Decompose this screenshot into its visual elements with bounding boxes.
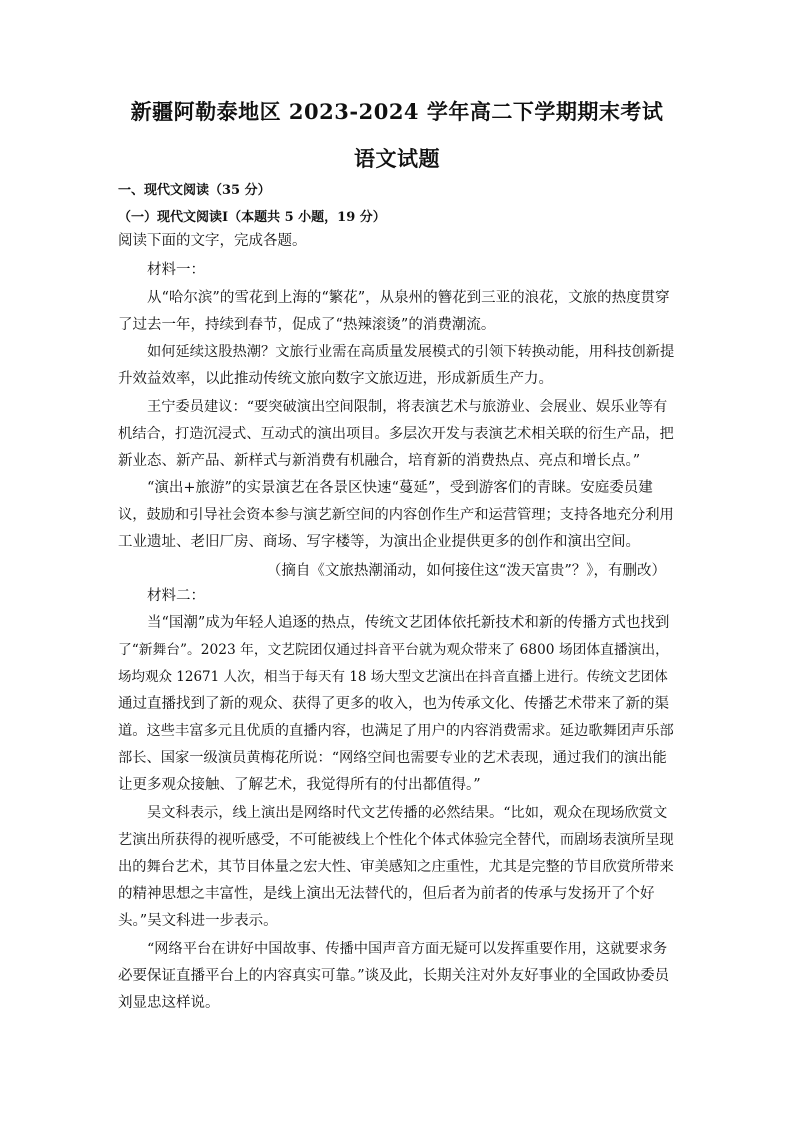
paragraph-line: 头。”吴文科进一步表示。	[118, 913, 278, 929]
paragraph-line: “网络平台在讲好中国故事、传播中国声音方面无疑可以发挥重要作用，这就要求务	[147, 941, 668, 957]
paragraph-line: 场均观众 12671 人次，相当于每天有 18 场大型文艺演出在抖音直播上进行。传统文艺团体	[118, 669, 668, 685]
paragraph-line: 了“新舞台”。2023 年，文艺院团仅通过抖音平台就为观众带来了 6800 场团体直播演出，	[118, 642, 669, 658]
paragraph-line: 刘显忠这样说。	[118, 995, 220, 1011]
paragraph-line: 王宁委员建议：“要突破演出空间限制，将表演艺术与旅游业、会展业、娱乐业等有	[147, 399, 668, 415]
paragraph-line: 机结合，打造沉浸式、互动式的演出项目。多层次开发与表演艺术相关联的衍生产品，把	[118, 426, 674, 442]
paragraph-line: 通过直播找到了新的观众、获得了更多的收入，也为传承文化、传播艺术带来了新的渠	[118, 696, 669, 712]
paragraph-line: 艺演出所获得的视听感受，不可能被线上个性化个体式体验完全替代，而剧场表演所呈现	[118, 832, 674, 848]
paragraph-line: 的精神思想之丰富性，是线上演出无法替代的，但后者为前者的传承与发扬开了个好	[118, 886, 655, 902]
document-title: 新疆阿勒泰地区 2023-2024 学年高二下学期期末考试	[130, 99, 664, 124]
section-heading: 一、现代文阅读（35 分）	[118, 183, 271, 198]
paragraph-line: 让更多观众接触、了解艺术，我觉得所有的付出都值得。”	[118, 777, 481, 793]
paragraph-line: “演出+旅游”的实景演艺在各景区快速“蔓延”，受到游客们的青睐。安庭委员建	[147, 480, 653, 496]
paragraph-line: 新业态、新产品、新样式与新消费有机融合，培育新的消费热点、亮点和增长点。”	[118, 453, 641, 469]
paragraph-line: 如何延续这股热潮？文旅行业需在高质量发展模式的引领下转换动能，用科技创新提	[147, 344, 675, 360]
paragraph-line: 吴文科表示，线上演出是网络时代文艺传播的必然结果。“比如，观众在现场欣赏文	[147, 805, 668, 821]
document-subtitle: 语文试题	[354, 146, 440, 171]
paragraph-line: 当“国潮”成为年轻人追逐的热点，传统文艺团体依托新技术和新的传播方式也找到	[147, 615, 670, 631]
paragraph-line: 了过去一年，持续到春节，促成了“热辣滚烫”的消费潮流。	[118, 317, 496, 333]
paragraph-line: 部长、国家一级演员黄梅花所说：“网络空间也需要专业的艺术表现，通过我们的演出能	[118, 750, 667, 766]
material1-label: 材料一：	[147, 262, 205, 278]
paragraph-line: 道。这些丰富多元且优质的直播内容，也满足了用户的内容消费需求。延边歌舞团声乐部	[118, 723, 674, 739]
paragraph-line: 必要保证直播平台上的内容真实可靠。”谈及此，长期关注对外友好事业的全国政协委员	[118, 968, 670, 984]
material2-label: 材料二：	[147, 588, 205, 604]
section-subheading: （一）现代文阅读Ⅰ（本题共 5 小题，19 分）	[118, 210, 386, 225]
paragraph-line: 出的舞台艺术，其节目体量之宏大性、审美感知之庄重性，尤其是完整的节目欣赏所带来	[118, 859, 674, 875]
paragraph-line: 从“哈尔滨”的雪花到上海的“繁花”，从泉州的簪花到三亚的浪花，文旅的热度贯穿	[147, 290, 670, 306]
instruction-text: 阅读下面的文字，完成各题。	[118, 233, 307, 249]
paragraph-line: 议，鼓励和引导社会资本参与演艺新空间的内容创作生产和运营管理；支持各地充分利用	[118, 507, 674, 523]
paragraph-line: 升效益效率，以此推动传统文旅向数字文旅迈进，形成新质生产力。	[118, 371, 553, 387]
paragraph-line: 工业遗址、老旧厂房、商场、写字楼等，为演出企业提供更多的创作和演出空间。	[118, 534, 640, 550]
source-citation: （摘自《文旅热潮涌动，如何接住这“泼天富贵”？》，有删改）	[266, 563, 666, 579]
